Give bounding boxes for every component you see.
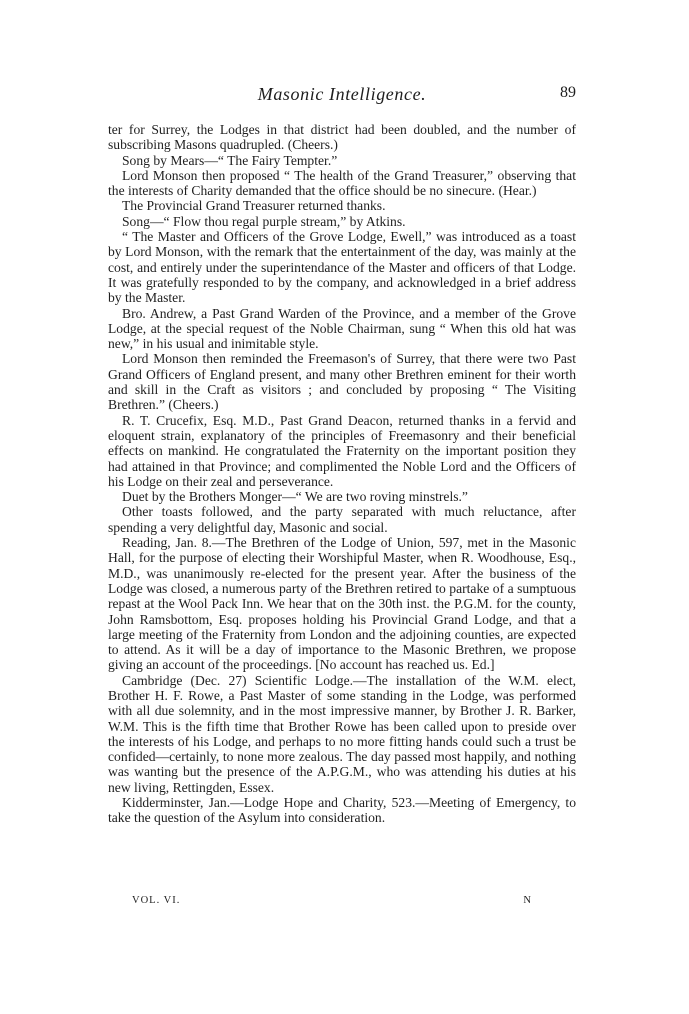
paragraph-treasurer-thanks: The Provincial Grand Treasurer returned thanks.	[122, 198, 386, 214]
page-footer	[132, 895, 532, 909]
volume-label: VOL. VI.	[132, 895, 181, 906]
paragraph-grand-treasurer-toast: Lord Monson then proposed “ The health of the Grand Treasurer,” observing that the interests of Charity demanded that the office should be no sinecure. (Hear.)	[108, 167, 576, 199]
paragraph-crucefix-thanks: R. T. Crucefix, Esq. M.D., Past Grand Deacon, returned thanks in a fervid and eloquent strain, explanatory of the principles of Freemasonry and their beneficial effects on mankind. He congratulated the Fraternity on the important position they had attained in that Province; and complimented the Noble Lord and the Officers of his Lodge on their zeal and perseverance.	[108, 412, 576, 489]
paragraph-continuation: ter for Surrey, the Lodges in that district had been doubled, and the number of subscribing Masons quadrupled. (Cheers.)	[108, 122, 576, 153]
paragraph-bro-andrew: Bro. Andrew, a Past Grand Warden of the Province, and a member of the Grove Lodge, at the special request of the Noble Chairman, sung “ When this old hat was new,” in his usual and inimitable style.	[108, 305, 576, 352]
paragraph-song-mears: Song by Mears—“ The Fairy Tempter.”	[122, 152, 338, 168]
paragraph-duet-monger: Duet by the Brothers Monger—“ We are two roving minstrels.”	[122, 489, 468, 505]
signature-mark: N	[523, 895, 532, 906]
paragraph-cambridge: Cambridge (Dec. 27) Scientific Lodge.—The installation of the W.M. elect, Brother H. F. Rowe, a Past Master of some standing in the Lodge, was performed with all due solemnity, and in the most impressive manner, by Brother J. R. Barker, W.M. This is the fifth time that Brother Rowe has been called upon to preside over the interests of his Lodge, and perhaps to no more fitting hands could such a trust be confided—certainly, to none more zealous. The day passed most happily, and nothing was wanting but the presence of the A.P.G.M., who was attending his duties at his new living, Rettingden, Essex.	[108, 672, 576, 795]
page-number: 89	[560, 84, 576, 101]
paragraph-reading: Reading, Jan. 8.—The Brethren of the Lodge of Union, 597, met in the Masonic Hall, for the purpose of electing their Worshipful Master, when R. Woodhouse, Esq., M.D., was unanimously re-elected for the present year. After the business of the Lodge was closed, a numerous party of the Brethren retired to partake of a sumptuous repast at the Wool Pack Inn. We hear that on the 30th inst. the P.G.M. for the county, John Ramsbottom, Esq. proposes holding his Provincial Grand Lodge, and that a large meeting of the Fraternity from London and the adjoining counties, are expected to attend. As it will be a day of importance to the Masonic Brethren, we propose giving an account of the proceedings. [No account has reached us. Ed.]	[108, 535, 576, 673]
paragraph-other-toasts: Other toasts followed, and the party separated with much reluctance, after spending a very delightful day, Masonic and social.	[108, 504, 576, 535]
paragraph-visiting-brethren: Lord Monson then reminded the Freemason's of Surrey, that there were two Past Grand Officers of England present, and many other Brethren eminent for their worth and skill in the Craft as visitors ; and concluded by proposing “ The Visiting Brethren.” (Cheers.)	[108, 351, 576, 413]
paragraph-song-atkins: Song—“ Flow thou regal purple stream,” by Atkins.	[122, 213, 406, 229]
running-title: Masonic Intelligence.	[257, 84, 427, 104]
paragraph-kidderminster: Kidderminster, Jan.—Lodge Hope and Charity, 523.—Meeting of Emergency, to take the question of the Asylum into consideration.	[108, 795, 576, 826]
page-header	[108, 84, 576, 108]
paragraph-grove-lodge-toast: “ The Master and Officers of the Grove Lodge, Ewell,” was introduced as a toast by Lord Monson, with the remark that the entertainment of the day, was mainly at the cost, and entirely under the superintendance of the Master and officers of that Lodge. It was gratefully responded to by the company, and acknowledged in a brief address by the Master.	[108, 229, 576, 306]
body-text	[108, 122, 576, 826]
